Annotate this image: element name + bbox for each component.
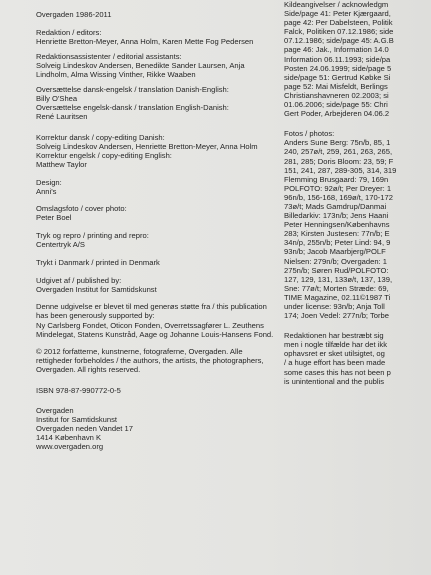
colophon-text-line: www.overgaden.org	[36, 442, 104, 452]
credits-text-line: 01.06.2006; side/page 55: Chri	[284, 100, 388, 110]
credits-text-line: 174; Joen Vedel: 277n/b; Torbe	[284, 311, 389, 321]
colophon-block	[36, 10, 286, 19]
credits-text-line: 96n/b, 156-168, 169ø/t, 170-172	[284, 192, 393, 202]
credits-text-line: 275n/b; Søren Rud/POLFOTO:	[284, 265, 389, 275]
credits-text-line: is unintentional and the publis	[284, 376, 385, 386]
credits-text-line: Falck, Politiken 07.12.1986; side	[284, 27, 394, 37]
colophon-spacer	[36, 122, 286, 133]
credits-text-line: 93n/b; Jacob Maarbjerg/POLF	[284, 247, 386, 257]
colophon-text-line: Lindholm, Alma Wissing Vinther, Rikke Waaben	[36, 70, 196, 80]
colophon-spacer	[36, 375, 286, 386]
colophon-text-line: Trykt i Danmark / printed in Denmark	[36, 257, 160, 267]
colophon-text-line: rettigheder forbeholdes / the authors, the artists, the photographers,	[36, 356, 264, 366]
credits-text-line: 07.12.1986; side/page 45: A.G.B	[284, 36, 394, 46]
credits-text-line: Peter Henningsen/Københavns	[284, 220, 390, 230]
colophon-block	[36, 204, 286, 222]
credits-text-line: Christianshavneren 02.2003; si	[284, 90, 389, 100]
credits-text-line: 73ø/t; Mads Gamdrup/Danmai	[284, 201, 387, 211]
colophon-text-line: Solveig Lindeskov Andersen, Benedikte Sander Laursen, Anja	[36, 60, 245, 70]
credits-text-line: Posten 24.06.1999; side/page 5	[284, 63, 392, 73]
colophon-text-line: Overgaden neden Vandet 17	[36, 423, 133, 433]
colophon-text-line: Redaktion / editors:	[36, 27, 102, 37]
colophon-text-line: Denne udgivelse er blevet til med generøs støtte fra / this publication	[36, 302, 267, 312]
colophon-text-line: Henriette Bretton-Meyer, Anna Holm, Karen Mette Fog Pedersen	[36, 36, 254, 46]
credits-text-line: page 42: Per Dabelsteen, Politik	[284, 18, 393, 28]
credits-text-line: Sne: 77ø/t; Morten Stræde: 69,	[284, 283, 389, 293]
colophon-text-line: Overgaden 1986-2011	[36, 10, 112, 19]
colophon-text-line: Ny Carlsberg Fondet, Oticon Fonden, Overretssagfører L. Zeuthens	[36, 320, 264, 330]
credits-text-line: page 46: Jak., Information 14.0	[284, 45, 389, 55]
colophon-block	[36, 52, 286, 79]
colophon-text-line: Overgaden. All rights reserved.	[36, 365, 141, 375]
credits-text-line: TIME Magazine, 02.11©1987 Ti	[284, 292, 391, 302]
colophon-block	[36, 347, 286, 374]
colophon-block	[36, 178, 286, 196]
credits-text-line: Information 06.11.1993; side/pa	[284, 54, 391, 64]
colophon-text-line: Billy O'Shea	[36, 94, 78, 104]
colophon-block	[36, 231, 286, 249]
colophon-text-line: Udgivet af / published by:	[36, 275, 122, 285]
credits-text-line: 34n/p, 255n/b; Peter Lind: 94, 9	[284, 238, 391, 248]
credits-right-column	[284, 0, 431, 386]
colophon-spacer	[36, 169, 286, 178]
credits-text-line: 127, 129, 131, 133ø/t, 137, 139,	[284, 274, 393, 284]
colophon-spacer	[36, 395, 286, 406]
colophon-text-line: © 2012 forfatterne, kunstnerne, fotograferne, Overgaden. Alle	[36, 347, 243, 357]
colophon-left-column	[36, 10, 286, 451]
colophon-block	[36, 406, 286, 451]
colophon-spacer	[36, 249, 286, 258]
colophon-spacer	[36, 267, 286, 276]
colophon-text-line: Overgaden	[36, 405, 74, 415]
colophon-text-line: Omslagsfoto / cover photo:	[36, 204, 127, 214]
colophon-text-line: Design:	[36, 177, 62, 187]
credits-text-line: Fotos / photos:	[284, 129, 335, 139]
credits-text-line: some cases this has not been p	[284, 367, 391, 377]
colophon-text-line: Redaktionsassistenter / editorial assistants:	[36, 51, 182, 61]
credits-text-line: / a huge effort has been made	[284, 358, 386, 368]
colophon-text-line: Oversættelse engelsk-dansk / translation English-Danish:	[36, 103, 229, 113]
colophon-text-line: Centertryk A/S	[36, 240, 85, 250]
colophon-text-line: Matthew Taylor	[36, 159, 87, 169]
credits-text-line: under license: 93n/b; Anja Toll	[284, 302, 385, 311]
colophon-spacer	[36, 196, 286, 205]
colophon-spacer	[36, 19, 286, 28]
credits-text-line: 281, 285; Doris Bloom: 23, 59; F	[284, 156, 394, 166]
credits-block	[284, 0, 431, 118]
colophon-block	[36, 302, 286, 338]
credits-text-line: Flemming Brusgaard: 79, 169n	[284, 174, 389, 184]
credits-text-line: Side/page 41: Peter Kjærgaard,	[284, 9, 391, 19]
credits-text-line: 240, 257ø/t, 259, 261, 263, 265,	[284, 147, 393, 157]
credits-spacer	[284, 118, 431, 129]
credits-text-line: Nielsen: 279n/b; Overgaden: 1	[284, 256, 388, 266]
credits-text-line: 151, 241, 287, 289-305, 314, 319	[284, 165, 397, 175]
colophon-text-line: Solveig Lindeskov Andersen, Henriette Bretton-Meyer, Anna Holm	[36, 141, 258, 151]
colophon-text-line: Korrektur engelsk / copy-editing English:	[36, 150, 172, 160]
colophon-block	[36, 276, 286, 294]
colophon-text-line: Peter Boel	[36, 213, 72, 223]
credits-text-line: page 52: Mai Misfeldt, Berlings	[284, 81, 388, 91]
colophon-block	[36, 133, 286, 169]
colophon-text-line: 1414 København K	[36, 432, 102, 442]
colophon-text-line: Korrektur dansk / copy-editing Danish:	[36, 132, 165, 142]
credits-text-line: men i nogle tilfælde har det ikk	[284, 340, 387, 350]
credits-text-line: Anders Sune Berg: 75n/b, 85, 1	[284, 138, 391, 148]
colophon-spacer	[36, 222, 286, 231]
credits-text-line: Redaktionen har bestræbt sig	[284, 331, 384, 341]
credits-text-line: Billedarkiv: 173n/b; Jens Haani	[284, 211, 389, 221]
colophon-text-line: Anni's	[36, 186, 57, 196]
colophon-text-line: ISBN 978-87-990772-0-5	[36, 385, 121, 395]
colophon-block	[36, 258, 286, 267]
credits-text-line: ophavsret er sket utilsigtet, og	[284, 349, 385, 359]
colophon-text-line: Tryk og repro / printing and repro:	[36, 231, 149, 241]
credits-text-line: POLFOTO: 92ø/t; Per Dreyer: 1	[284, 183, 392, 193]
colophon-text-line: Overgaden Institut for Samtidskunst	[36, 284, 157, 294]
credits-text-line: 283; Kirsten Justesen: 77n/b; E	[284, 229, 390, 239]
colophon-spacer	[36, 339, 286, 348]
credits-spacer	[284, 320, 431, 331]
credits-text-line: side/page 51: Gertrud Købke Si	[284, 72, 391, 82]
credits-text-line: Kildeangivelser / acknowledgm	[284, 0, 389, 9]
colophon-spacer	[36, 294, 286, 303]
colophon-text-line: Mindelegat, Statens Kunstråd, Aage og Johanne Louis-Hansens Fond.	[36, 329, 274, 339]
colophon-text-line: René Lauritsen	[36, 112, 88, 122]
credits-block	[284, 331, 431, 386]
colophon-block	[36, 386, 286, 395]
colophon-text-line: Oversættelse dansk-engelsk / translation Danish-English:	[36, 85, 229, 95]
credits-block	[284, 129, 431, 320]
colophon-text-line: Institut for Samtidskunst	[36, 414, 118, 424]
colophon-text-line: has been generously supported by:	[36, 311, 155, 321]
colophon-block	[36, 85, 286, 121]
colophon-block	[36, 28, 286, 46]
credits-text-line: Gert Poder, Arbejderen 04.06.2	[284, 109, 390, 119]
